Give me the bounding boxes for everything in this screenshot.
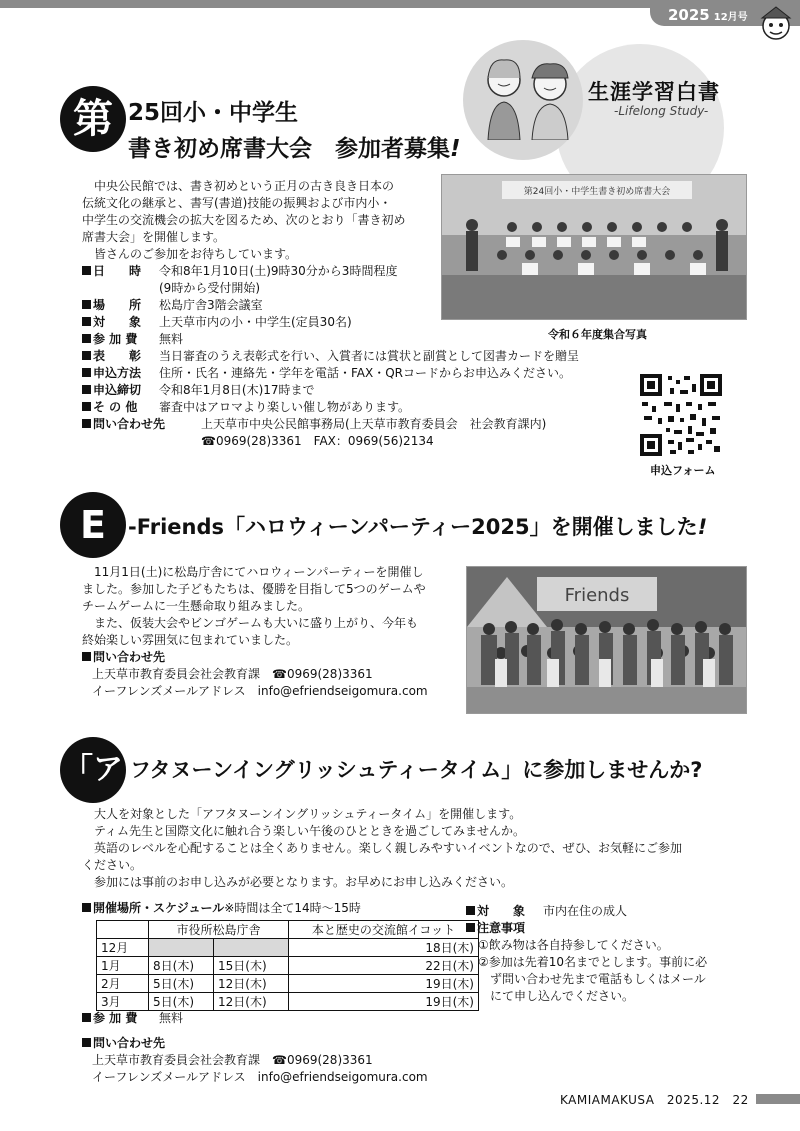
halloween-photo-image	[467, 567, 747, 714]
group-photo-caption: 令和６年度集合写真	[548, 328, 647, 341]
table-row	[97, 993, 479, 1011]
detail-value: 住所・氏名・連絡先・学年を電話・FAX・QRコードからお申込みください。	[159, 366, 572, 380]
section1-title-text: 書き初め席書大会 参加者募集	[128, 136, 450, 162]
section3-badge: 「ア	[60, 737, 126, 803]
schedule-label: 開催場所・スケジュール	[93, 901, 225, 915]
issue-month: 12月号	[713, 12, 748, 23]
detail-row	[82, 348, 579, 365]
detail-row	[82, 382, 579, 399]
body-line: また、仮装大会やビンゴゲームも大いに盛り上がり、今年も	[82, 616, 419, 630]
detail-row	[82, 365, 579, 382]
intro-line: 席書大会」を開催します。	[82, 230, 226, 244]
qr-caption: 申込フォーム	[650, 464, 716, 477]
table-cell: 18日(木)	[289, 939, 479, 957]
table-cell: 22日(木)	[289, 957, 479, 975]
table-row	[97, 957, 479, 975]
note-line: ①飲み物は各自持参してください。	[478, 938, 669, 952]
note-line: ず問い合わせ先まで電話もしくはメール	[478, 972, 706, 986]
photo-banner-text: 第24回小・中学生書き初め席書大会	[523, 187, 671, 197]
section2-body	[82, 564, 428, 700]
table-cell-month: 2月	[97, 975, 149, 993]
table-cell	[149, 939, 214, 957]
detail-label: 参 加 費	[93, 332, 138, 346]
lifelong-title: 生涯学習白書	[588, 80, 720, 104]
intro-line: 中学生の交流機会の拡大を図るため、次のとおり「書き初め	[82, 213, 406, 227]
page-footer: KAMIAMAKUSA 2025.12 22	[560, 1093, 749, 1107]
table-cell: 5日(木)	[149, 975, 214, 993]
table-cell	[214, 939, 289, 957]
table-cell: 5日(木)	[149, 993, 214, 1011]
table-cell-month: 12月	[97, 939, 149, 957]
section1-title-line1: 25回小・中学生	[128, 100, 299, 126]
target-value: 市内在住の成人	[543, 904, 628, 918]
schedule-heading	[82, 900, 361, 917]
detail-label: 問い合わせ先	[93, 417, 166, 431]
detail-label: 対 象	[93, 315, 142, 329]
section3-title: フタヌーンイングリッシュティータイム」に参加しませんか?	[130, 758, 703, 782]
contact-line: 上天草市教育委員会社会教育課 ☎0969(28)3361	[92, 1053, 373, 1067]
halloween-photo	[466, 566, 747, 714]
section1-title-mark: !	[450, 136, 461, 162]
detail-value: 審査中はアロマより楽しい催し物があります。	[159, 400, 411, 414]
table-cell: 12日(木)	[214, 993, 289, 1011]
section2-title-mark: !	[697, 515, 708, 539]
group-photo-2024	[441, 174, 747, 320]
contact-line: イーフレンズメールアドレス info@efriendseigomura.com	[92, 684, 428, 698]
section3-contact	[82, 1035, 428, 1086]
detail-value: 松島庁舎3階会議室	[159, 298, 263, 312]
contact-label: 問い合わせ先	[93, 650, 166, 664]
body-line: 11月1日(土)に松島庁舎にてハロウィーンパーティーを開催し	[82, 565, 424, 579]
body-line: 英語のレベルを心配することは全くありません。楽しく親しみやすいイベントなので、ぜひ、お気軽にご参加	[82, 841, 683, 855]
contact-line: 上天草市教育委員会社会教育課 ☎0969(28)3361	[92, 667, 373, 681]
table-cell-month: 3月	[97, 993, 149, 1011]
contact-label: 問い合わせ先	[93, 1036, 166, 1050]
detail-label: 申込締切	[93, 383, 142, 397]
target-label: 対 象	[477, 904, 526, 918]
section2-title	[128, 511, 707, 541]
intro-line: 皆さんのご参加をお待ちしています。	[82, 247, 298, 261]
schedule-table	[96, 920, 479, 1011]
detail-value: 無料	[159, 332, 184, 346]
detail-label: そ の 他	[93, 400, 138, 414]
issue-label	[668, 6, 748, 24]
mascot-icon	[756, 4, 796, 44]
table-header: 市役所松島庁舎	[149, 921, 289, 939]
section1-title-line2	[128, 130, 461, 163]
target-row	[466, 903, 707, 920]
section3-body	[82, 806, 682, 891]
detail-row	[82, 416, 579, 433]
section1-badge: 第	[60, 86, 126, 152]
contact-phone-fax: ☎0969(28)3361 FAX：0969(56)2134	[201, 434, 434, 448]
section1-intro	[82, 178, 406, 263]
detail-row	[82, 331, 579, 348]
section3-side	[466, 903, 707, 1005]
detail-label: 場 所	[93, 298, 142, 312]
intro-line: 伝統文化の継承と、書写(書道)技能の振興および市内小・	[82, 196, 392, 210]
fee-value: 無料	[159, 1011, 184, 1025]
contact-line: イーフレンズメールアドレス info@efriendseigomura.com	[92, 1070, 428, 1084]
detail-label: 申込方法	[93, 366, 142, 380]
schedule-note: ※時間は全て14時〜15時	[224, 901, 361, 915]
detail-value: 令和8年1月8日(木)17時まで	[159, 383, 315, 397]
section2-badge: E	[60, 492, 126, 558]
body-line: チームゲームに一生懸命取り組みました。	[82, 599, 311, 613]
intro-line: 中央公民館では、書き初めという正月の古き良き日本の	[82, 179, 395, 193]
body-line: 参加には事前のお申し込みが必要となります。お早めにお申し込みください。	[82, 875, 514, 889]
table-row	[97, 975, 479, 993]
detail-label: 日 時	[93, 264, 142, 278]
contact-heading	[82, 649, 428, 666]
detail-value: 上天草市中央公民館事務局(上天草市教育委員会 社会教育課内)	[201, 417, 547, 431]
detail-value: 令和8年1月10日(土)9時30分から3時間程度	[159, 264, 398, 278]
detail-row	[82, 399, 579, 416]
body-line: 終始楽しい雰囲気に包まれていました。	[82, 633, 299, 647]
fee-label: 参 加 費	[93, 1011, 138, 1025]
table-cell: 12日(木)	[214, 975, 289, 993]
section2-title-text: -Friends「ハロウィーンパーティー2025」を開催しました	[128, 515, 698, 539]
notes-label: 注意事項	[477, 921, 526, 935]
detail-value: (9時から受付開始)	[159, 281, 260, 295]
contact-heading	[82, 1035, 428, 1052]
issue-year: 2025	[668, 6, 710, 24]
body-line: ました。参加した子どもたちは、優勝を目指して5つのゲームや	[82, 582, 426, 596]
detail-value: 当日審査のうえ表彰式を行い、入賞者には賞状と副賞として図書カードを贈呈	[159, 349, 580, 363]
table-cell: 8日(木)	[149, 957, 214, 975]
footer-bar	[756, 1094, 800, 1104]
fee-row	[82, 1010, 183, 1027]
body-line: ください。	[82, 858, 143, 872]
lifelong-subtitle: -Lifelong Study-	[614, 104, 709, 118]
table-cell: 19日(木)	[289, 993, 479, 1011]
table-row	[97, 939, 479, 957]
seniors-illustration-icon	[470, 44, 590, 140]
detail-label: 表 彰	[93, 349, 142, 363]
body-line: ティム先生と国際文化に触れ合う楽しい午後のひとときを過ごしてみませんか。	[82, 824, 526, 838]
table-header-row	[97, 921, 479, 939]
table-header: 本と歴史の交流館イコット	[289, 921, 479, 939]
note-line: ②参加は先着10名までとします。事前に必	[478, 955, 708, 969]
detail-value: 上天草市内の小・中学生(定員30名)	[159, 315, 352, 329]
body-line: 大人を対象とした「アフタヌーンイングリッシュティータイム」を開催します。	[82, 807, 522, 821]
note-line: にて申し込んでください。	[478, 989, 635, 1003]
table-header	[97, 921, 149, 939]
notes-heading	[466, 920, 707, 937]
qr-code-icon[interactable]	[640, 374, 722, 456]
table-cell: 15日(木)	[214, 957, 289, 975]
photo-banner-text: Friends	[564, 585, 630, 606]
table-cell-month: 1月	[97, 957, 149, 975]
table-cell: 19日(木)	[289, 975, 479, 993]
group-photo-image	[442, 175, 747, 320]
detail-row	[82, 433, 579, 450]
